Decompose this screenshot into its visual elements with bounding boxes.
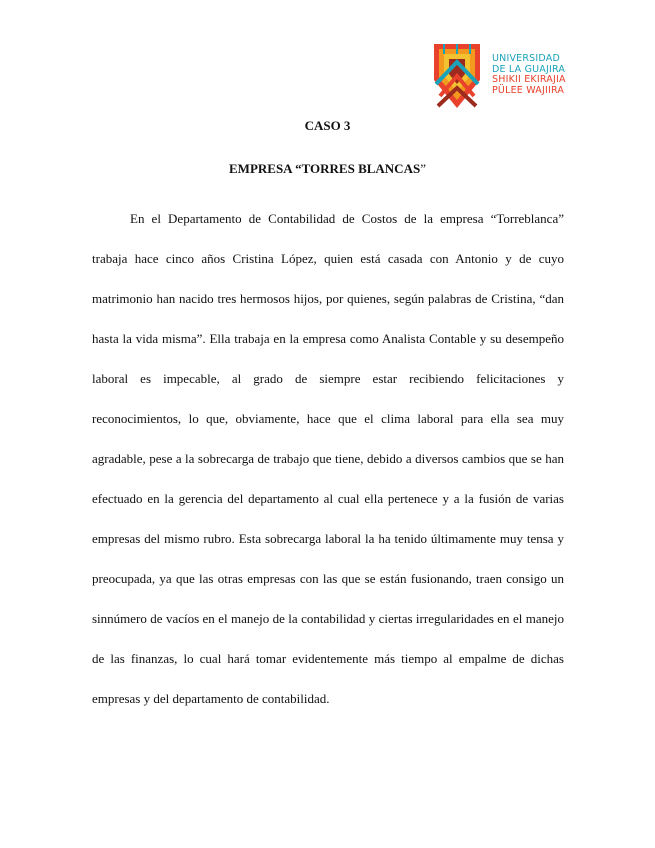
case-title: CASO 3: [304, 118, 351, 133]
university-name: [492, 54, 566, 96]
logo-line-2: DE LA GUAJIRA: [492, 63, 566, 75]
university-emblem-icon: [430, 40, 484, 112]
company-title: [0, 161, 655, 177]
university-logo: [430, 40, 570, 112]
company-title-close-quote: ”: [420, 161, 426, 176]
logo-line-1: UNIVERSIDAD: [492, 53, 560, 64]
case-paragraph: En el Departamento de Contabilidad de Costos de la empresa “Torreblanca” trabaja hace cinco años Cristina López, quien está casada con Antonio y de cuyo matrimonio han nacido tres hermosos hijos, por quienes, según palabras de Cristina, “dan hasta la vida misma”. Ella trabaja en la empresa como Analista Contable y su desempeño laboral es impecable, al grado de siempre estar recibiendo felicitaciones y reconocimientos, lo que, obviamente, hace que el clima laboral para ella sea muy agradable, pese a la sobrecarga de trabajo que tiene, debido a diversos cambios que se han efectuado en la gerencia del departamento al cual ella pertenece y a la fusión de varias empresas del mismo rubro. Esta sobrecarga laboral la ha tenido últimamente muy tensa y preocupada, ya que las otras empresas con las que se están fusionando, traen consigo un sinnúmero de vacíos en el manejo de la contabilidad y ciertas irregularidades en el manejo de las finanzas, lo cual hará tomar evidentemente más tiempo al empalme de dichas empresas y del departamento de contabilidad.: [92, 211, 564, 706]
logo-line-3: SHIKII EKIRAJIA: [492, 74, 566, 85]
logo-line-4: PÜLEE WAJIIRA: [492, 84, 565, 96]
company-title-text: EMPRESA “TORRES BLANCAS: [229, 161, 421, 176]
